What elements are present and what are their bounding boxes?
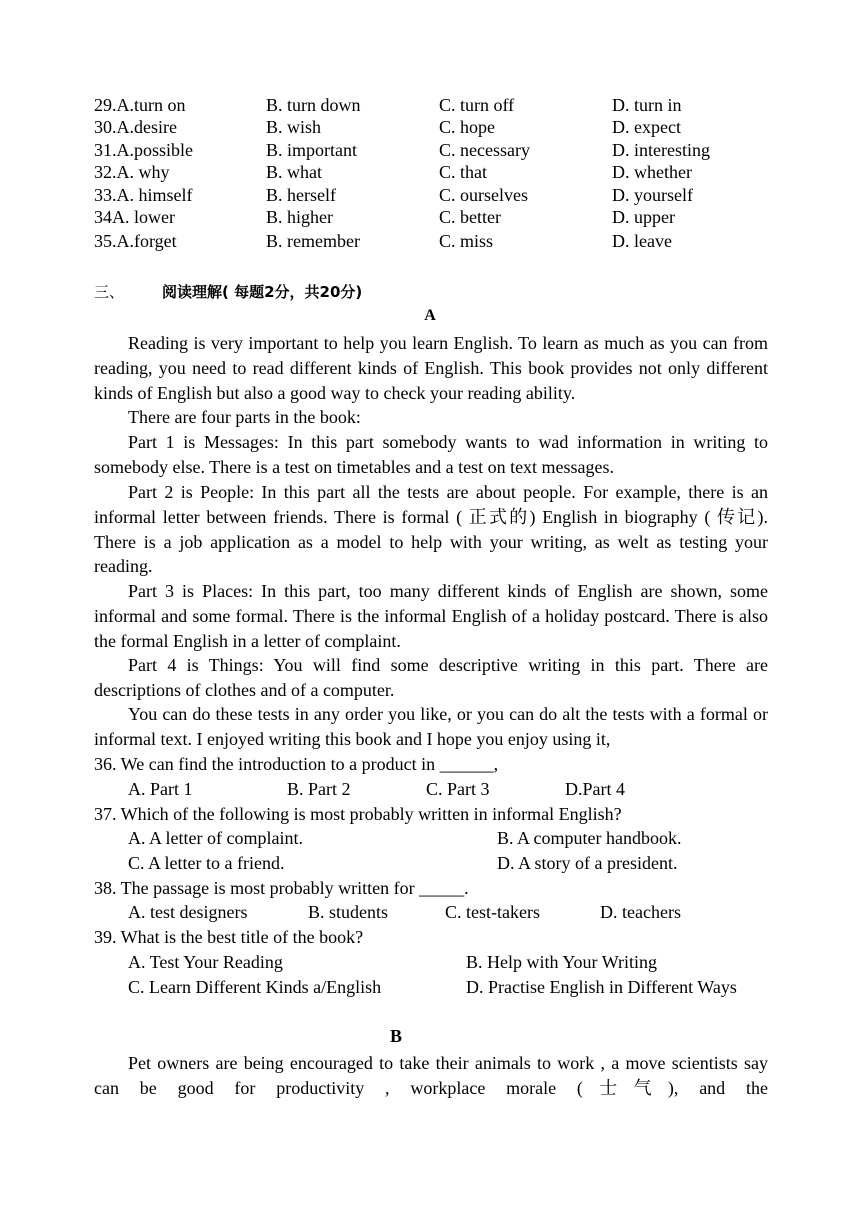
question-39-option-a: A. Test Your Reading	[128, 952, 283, 972]
question-38-option-c: C. test-takers	[445, 902, 540, 922]
question-37-stem: 37. Which of the following is most probably written in informal English?	[94, 804, 622, 824]
option-c: C. miss	[439, 231, 494, 251]
option-d: D. yourself	[612, 185, 693, 205]
option-c: C. necessary	[439, 140, 530, 160]
question-36-option-a: A. Part 1	[128, 779, 193, 799]
question-36-option-d: D.Part 4	[565, 779, 625, 799]
option-d: D. interesting	[612, 140, 710, 160]
question-39-stem: 39. What is the best title of the book?	[94, 927, 364, 947]
section-number: 三、	[94, 283, 125, 301]
option-d: D. leave	[612, 231, 672, 251]
option-a: 35.A.forget	[94, 231, 177, 251]
question-38-option-a: A. test designers	[128, 902, 248, 922]
question-37-option-b: B. A computer handbook.	[497, 828, 682, 848]
option-c: C. turn off	[439, 95, 515, 115]
question-37-option-d: D. A story of a president.	[497, 853, 678, 873]
question-39-option-b: B. Help with Your Writing	[466, 952, 657, 972]
question-37-option-c: C. A letter to a friend.	[128, 853, 285, 873]
question-38-option-d: D. teachers	[600, 902, 681, 922]
option-b: B. wish	[266, 117, 322, 137]
option-c: C. hope	[439, 117, 495, 137]
option-d: D. turn in	[612, 95, 682, 115]
passage-a-paragraph-6: Part 4 is Things: You will find some descriptive writing in this part. There are descriptions of clothes and of a computer.	[94, 655, 768, 700]
passage-b-paragraph-1: Pet owners are being encouraged to take their animals to work , a move scientists say can be good for productivity , workplace morale (士气), and the	[94, 1053, 768, 1098]
passage-a-paragraph-2: There are four parts in the book:	[128, 407, 361, 427]
option-a: 31.A.possible	[94, 140, 193, 160]
section-title: 阅读理解( 每题2分，共20分)	[162, 283, 363, 301]
question-38-stem: 38. The passage is most probably written for _____.	[94, 878, 469, 898]
question-39-option-d: D. Practise English in Different Ways	[466, 977, 737, 997]
option-d: D. upper	[612, 207, 675, 227]
question-36-option-b: B. Part 2	[287, 779, 351, 799]
passage-a-paragraph-7: You can do these tests in any order you like, or you can do alt the tests with a formal or informal text. I enjoyed writing this book and I hope you enjoy using it,	[94, 704, 768, 749]
option-c: C. better	[439, 207, 501, 227]
question-36-stem: 36. We can find the introduction to a product in ______,	[94, 754, 499, 774]
option-b: B. herself	[266, 185, 336, 205]
passage-b-label: B	[389, 1026, 402, 1046]
option-a: 34A. lower	[94, 207, 175, 227]
passage-a-paragraph-4: Part 2 is People: In this part all the tests are about people. For example, there is an informal letter between friends. There is formal ( 正式的) English in biography ( 传记). There is a job application as a model to help with your writing, as welt as testing your reading.	[94, 482, 768, 577]
question-39-option-c: C. Learn Different Kinds a/English	[128, 977, 382, 997]
passage-a-paragraph-5: Part 3 is Places: In this part, too many different kinds of English are shown, some informal and some formal. There is the informal English of a holiday postcard. There is also the formal English in a letter of complaint.	[94, 581, 768, 651]
option-a: 32.A. why	[94, 162, 170, 182]
option-c: C. ourselves	[439, 185, 528, 205]
option-b: B. remember	[266, 231, 360, 251]
option-b: B. important	[266, 140, 357, 160]
passage-a-paragraph-3: Part 1 is Messages: In this part somebody wants to wad information in writing to somebody else. There is a test on timetables and a test on text messages.	[94, 432, 768, 477]
option-b: B. what	[266, 162, 322, 182]
passage-a-label: A	[424, 307, 436, 324]
option-a: 29.A.turn on	[94, 95, 186, 115]
option-b: B. higher	[266, 207, 333, 227]
option-c: C. that	[439, 162, 487, 182]
option-d: D. whether	[612, 162, 692, 182]
question-37-option-a: A. A letter of complaint.	[128, 828, 303, 848]
passage-a-paragraph-1: Reading is very important to help you learn English. To learn as much as you can from reading, you need to read different kinds of English. This book provides not only different kinds of English but also a good way to check your reading ability.	[94, 333, 768, 403]
question-36-option-c: C. Part 3	[426, 779, 490, 799]
question-38-option-b: B. students	[308, 902, 389, 922]
option-a: 30.A.desire	[94, 117, 177, 137]
option-b: B. turn down	[266, 95, 361, 115]
section-heading	[94, 281, 362, 302]
option-a: 33.A. himself	[94, 185, 193, 205]
option-d: D. expect	[612, 117, 681, 137]
